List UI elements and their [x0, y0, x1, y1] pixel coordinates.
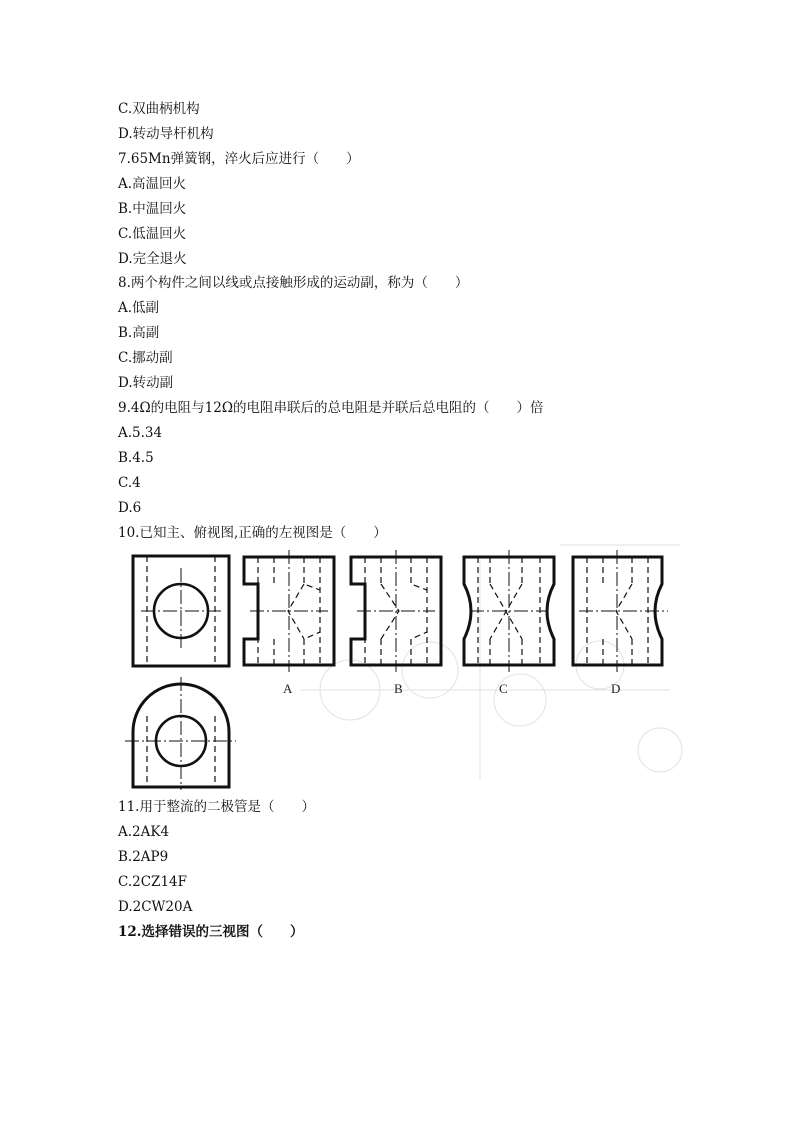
option-a: A.高温回火: [118, 176, 187, 192]
option-d: D.2CW20A: [118, 899, 193, 915]
option-b: B.4.5: [118, 450, 154, 466]
option-d: D.6: [118, 500, 142, 516]
question-9: 9.4Ω的电阻与12Ω的电阻串联后的总电阻是并联后总电阻的（ ）倍: [118, 400, 544, 416]
option-a-view: [244, 550, 334, 672]
front-view: [133, 556, 229, 666]
option-label: C: [499, 681, 508, 696]
option-c-view: [464, 550, 554, 672]
option-d: D.完全退火: [118, 251, 187, 267]
option-c: C.2CZ14F: [118, 874, 187, 890]
top-view: [125, 677, 236, 790]
question-7: 7.65Mn弹簧钢，淬火后应进行（ ）: [118, 151, 360, 167]
option-label: D: [611, 681, 621, 696]
question-8: 8.两个构件之间以线或点接触形成的运动副，称为（ ）: [118, 275, 469, 291]
option-label: B: [394, 681, 403, 696]
option-c: C.4: [118, 475, 141, 491]
question-12: 12.选择错误的三视图（ ）: [118, 924, 304, 940]
question-10: 10.已知主、俯视图,正确的左视图是（ ）: [118, 525, 387, 541]
option-b-view: [351, 550, 441, 672]
text-line: D.转动导杆机构: [118, 126, 214, 142]
option-a: A.5.34: [118, 425, 163, 441]
option-b: B.中温回火: [118, 201, 187, 217]
question-11: 11.用于整流的二极管是（ ）: [118, 799, 315, 815]
option-a: A.低副: [118, 300, 160, 316]
option-d: D.转动副: [118, 375, 174, 391]
option-c: C.低温回火: [118, 226, 187, 242]
option-b: B.2AP9: [118, 849, 169, 865]
faint-background: [300, 545, 682, 780]
option-b: B.高副: [118, 325, 160, 341]
text-line: C.双曲柄机构: [118, 101, 200, 117]
option-c: C.挪动副: [118, 350, 173, 366]
option-d-view: [573, 550, 668, 672]
option-a: A.2AK4: [118, 824, 170, 840]
option-label: A: [283, 681, 293, 696]
